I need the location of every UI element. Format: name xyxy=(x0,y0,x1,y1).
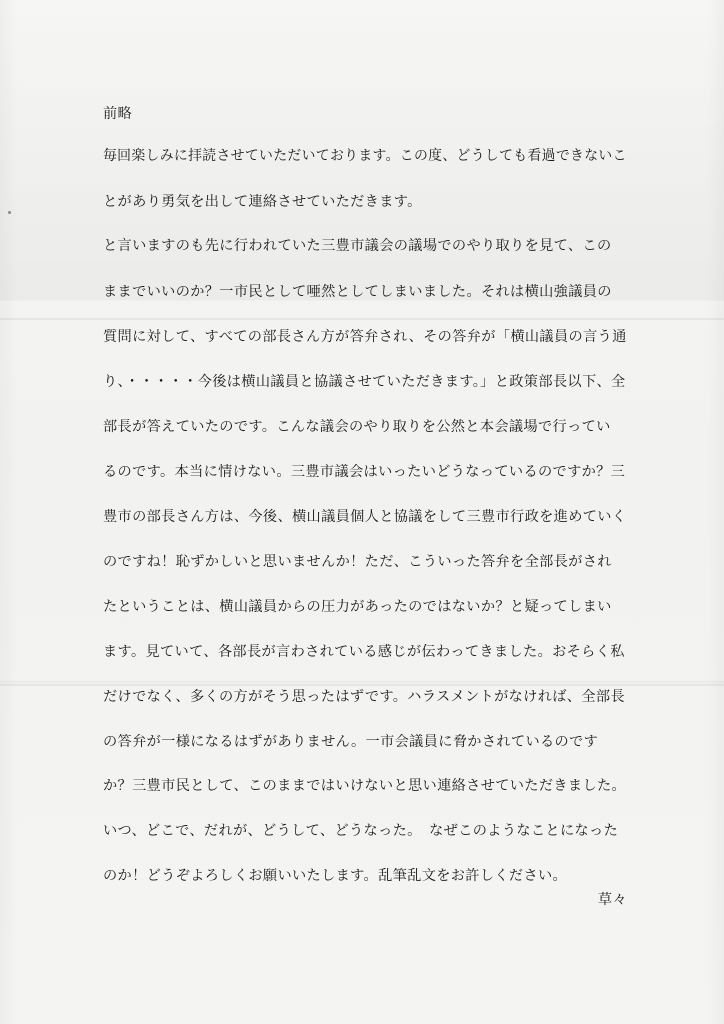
letter-line: か？三豊市民として、このままではいけないと思い連絡させていただきました。 xyxy=(103,778,627,794)
paper-crease xyxy=(0,318,724,320)
letter-line: のか！どうぞよろしくお願いいたします。乱筆乱文をお許しください。 xyxy=(103,868,568,884)
letter-line: 毎回楽しみに拝読させていただいております。この度、どうしても看過できないこ xyxy=(103,148,627,164)
letter-line: 部長が答えていたのです。こんな議会のやり取りを公然と本会議場で行ってい xyxy=(103,419,611,435)
letter-line: り、・・・・・今後は横山議員と協議させていただきます。」と政策部長以下、全 xyxy=(103,374,626,390)
paper-speck xyxy=(8,211,11,214)
letter-line: のですね！恥ずかしいと思いませんか！ただ、こういった答弁を全部長がされ xyxy=(103,554,612,570)
letter-closing: 草々 xyxy=(597,892,627,908)
letter-line: たということは、横山議員からの圧力があったのではないか？と疑ってしまい xyxy=(103,599,612,615)
letter-line: ままでいいのか？一市民として唖然としてしまいました。それは横山強議員の xyxy=(103,284,612,300)
letter-line: だけでなく、多くの方がそう思ったはずです。ハラスメントがなければ、全部長 xyxy=(103,689,625,705)
letter-line: いつ、どこで、だれが、どうして、どうなった。 なぜこのようなことになった xyxy=(103,823,619,839)
paper-crease xyxy=(0,684,724,686)
letter-line: と言いますのも先に行われていた三豊市議会の議場でのやり取りを見て、この xyxy=(103,238,612,254)
letter-line: 質問に対して、すべての部長さん方が答弁され、その答弁が「横山議員の言う通 xyxy=(103,329,627,345)
letter-greeting: 前略 xyxy=(103,106,133,122)
letter-line: るのです。本当に情けない。三豊市議会はいったいどうなっているのですか？三 xyxy=(103,464,626,480)
letter-line: 豊市の部長さん方は、今後、横山議員個人と協議をして三豊市行政を進めていく xyxy=(103,509,627,525)
letter-line: とがあり勇気を出して連絡させていただきます。 xyxy=(103,194,422,210)
letter-line: ます。見ていて、各部長が言わされている感じが伝わってきました。おそらく私 xyxy=(103,644,625,660)
letter-line: の答弁が一様になるはずがありません。一市会議員に脅かされているのです xyxy=(103,734,599,750)
